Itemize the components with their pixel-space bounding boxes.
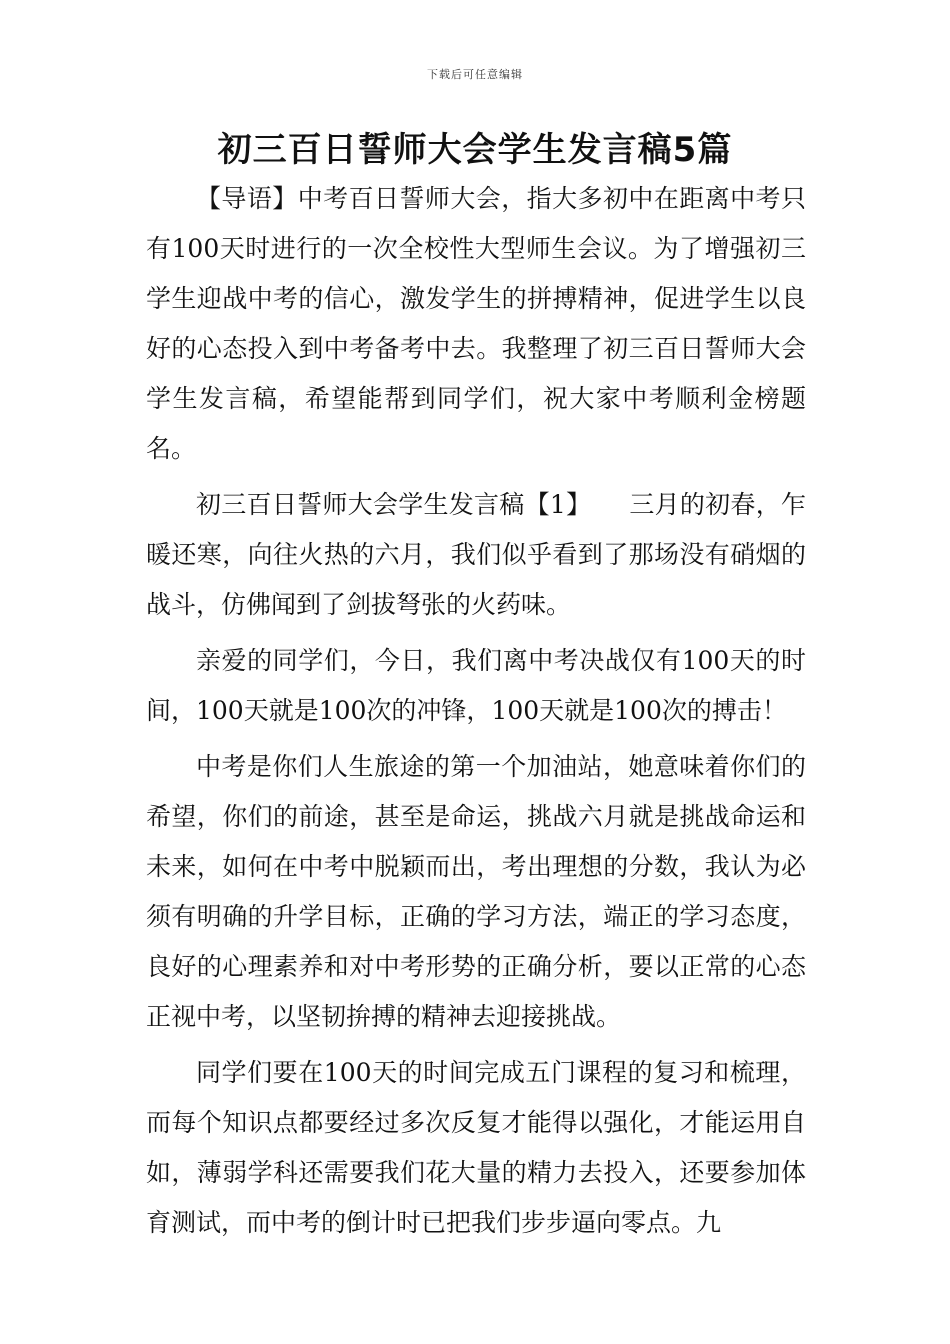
paragraph-speech-1-opening: 初三百日誓师大会学生发言稿【1】 三月的初春，乍暖还寒，向往火热的六月，我们似乎看到了那场没有硝烟的战斗，仿佛闻到了剑拔弩张的火药味。	[146, 490, 806, 619]
paragraph-exam-meaning: 中考是你们人生旅途的第一个加油站，她意味着你们的希望，你们的前途，甚至是命运，挑战六月就是挑战命运和未来，如何在中考中脱颖而出，考出理想的分数，我认为必须有明确的升学目标，正确的学习方法，端正的学习态度，良好的心理素养和对中考形势的正确分析，要以正常的心态正视中考，以坚韧拚搏的精神去迎接挑战。	[146, 752, 806, 1031]
paragraph-intro: 【导语】中考百日誓师大会，指大多初中在距离中考只有100天时进行的一次全校性大型师生会议。为了增强初三学生迎战中考的信心，激发学生的拼搏精神，促进学生以良好的心态投入到中考备考中去。我整理了初三百日誓师大会学生发言稿，希望能帮到同学们，祝大家中考顺利金榜题名。	[146, 184, 806, 463]
document-body	[146, 174, 806, 1254]
paragraph-review-plan: 同学们要在100天的时间完成五门课程的复习和梳理，而每个知识点都要经过多次反复才能得以强化，才能运用自如，薄弱学科还需要我们花大量的精力去投入，还要参加体育测试，而中考的倒计时已把我们步步逼向零点。九	[146, 1058, 806, 1237]
paragraph-countdown: 亲爱的同学们，今日，我们离中考决战仅有100天的时间，100天就是100次的冲锋，100天就是100次的搏击！	[146, 646, 806, 725]
page-header-note: 下载后可任意编辑	[427, 68, 523, 81]
document-title: 初三百日誓师大会学生发言稿5篇	[217, 130, 733, 170]
